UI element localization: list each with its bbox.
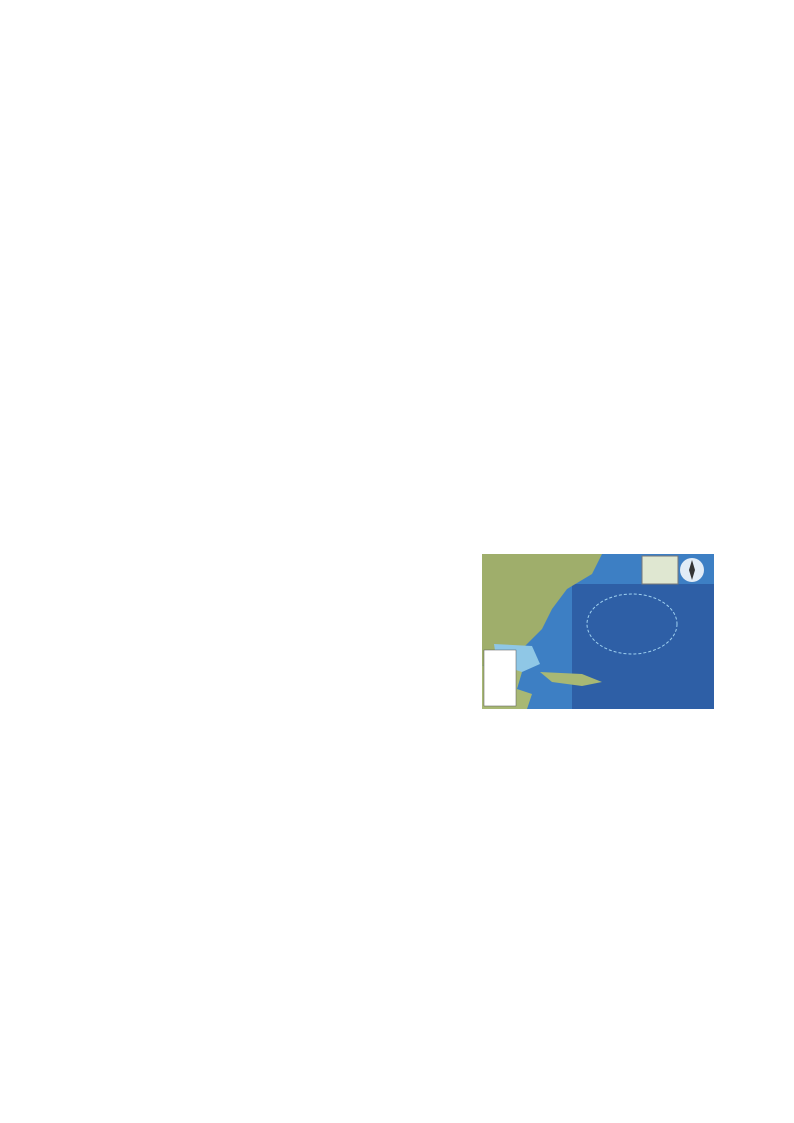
map-inset [642, 556, 678, 584]
sargasso-map [482, 554, 714, 709]
map-svg [482, 554, 714, 709]
map-deep-ocean [572, 584, 714, 709]
chart-svg [154, 876, 564, 996]
chart-spacer [118, 98, 676, 220]
radiation-chart [154, 876, 564, 996]
exam-page [118, 92, 676, 220]
map-legend-box [484, 650, 516, 706]
map-legend [484, 650, 516, 706]
